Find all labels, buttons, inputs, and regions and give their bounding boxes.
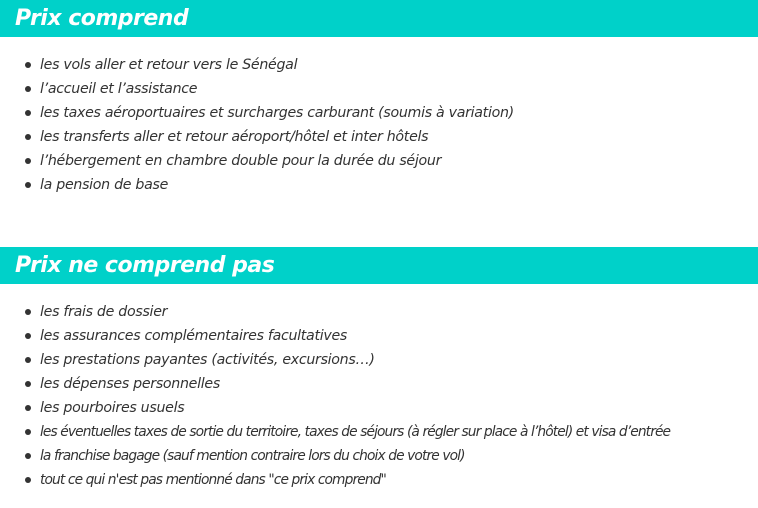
bullet-icon bbox=[25, 134, 31, 140]
list-item: les prestations payantes (activités, excursions…) bbox=[0, 348, 670, 372]
section-header-excluded: Prix ne comprend pas bbox=[0, 247, 758, 284]
list-item: les assurances complémentaires facultatives bbox=[0, 324, 670, 348]
bullet-icon bbox=[25, 429, 31, 435]
list-item: tout ce qui n'est pas mentionné dans "ce prix comprend" bbox=[0, 468, 670, 492]
list-item: les taxes aéroportuaires et surcharges carburant (soumis à variation) bbox=[0, 101, 514, 125]
list-item: les transferts aller et retour aéroport/hôtel et inter hôtels bbox=[0, 125, 514, 149]
list-item: les dépenses personnelles bbox=[0, 372, 670, 396]
list-item: l’accueil et l’assistance bbox=[0, 77, 514, 101]
bullet-icon bbox=[25, 86, 31, 92]
bullet-icon bbox=[25, 357, 31, 363]
bullet-icon bbox=[25, 110, 31, 116]
bullet-icon bbox=[25, 405, 31, 411]
list-item: la pension de base bbox=[0, 173, 514, 197]
bullet-icon bbox=[25, 477, 31, 483]
bullet-icon bbox=[25, 453, 31, 459]
list-item: la franchise bagage (sauf mention contraire lors du choix de votre vol) bbox=[0, 444, 670, 468]
section-header-included: Prix comprend bbox=[0, 0, 758, 37]
bullet-icon bbox=[25, 62, 31, 68]
list-item: les frais de dossier bbox=[0, 300, 670, 324]
bullet-icon bbox=[25, 309, 31, 315]
list-item: les éventuelles taxes de sortie du territoire, taxes de séjours (à régler sur place à l’hôtel) et visa d’entrée bbox=[0, 420, 670, 444]
list-item: l’hébergement en chambre double pour la durée du séjour bbox=[0, 149, 514, 173]
included-list bbox=[0, 53, 514, 197]
excluded-list bbox=[0, 300, 670, 492]
list-item: les pourboires usuels bbox=[0, 396, 670, 420]
bullet-icon bbox=[25, 381, 31, 387]
bullet-icon bbox=[25, 182, 31, 188]
list-item: les vols aller et retour vers le Sénégal bbox=[0, 53, 514, 77]
bullet-icon bbox=[25, 158, 31, 164]
bullet-icon bbox=[25, 333, 31, 339]
